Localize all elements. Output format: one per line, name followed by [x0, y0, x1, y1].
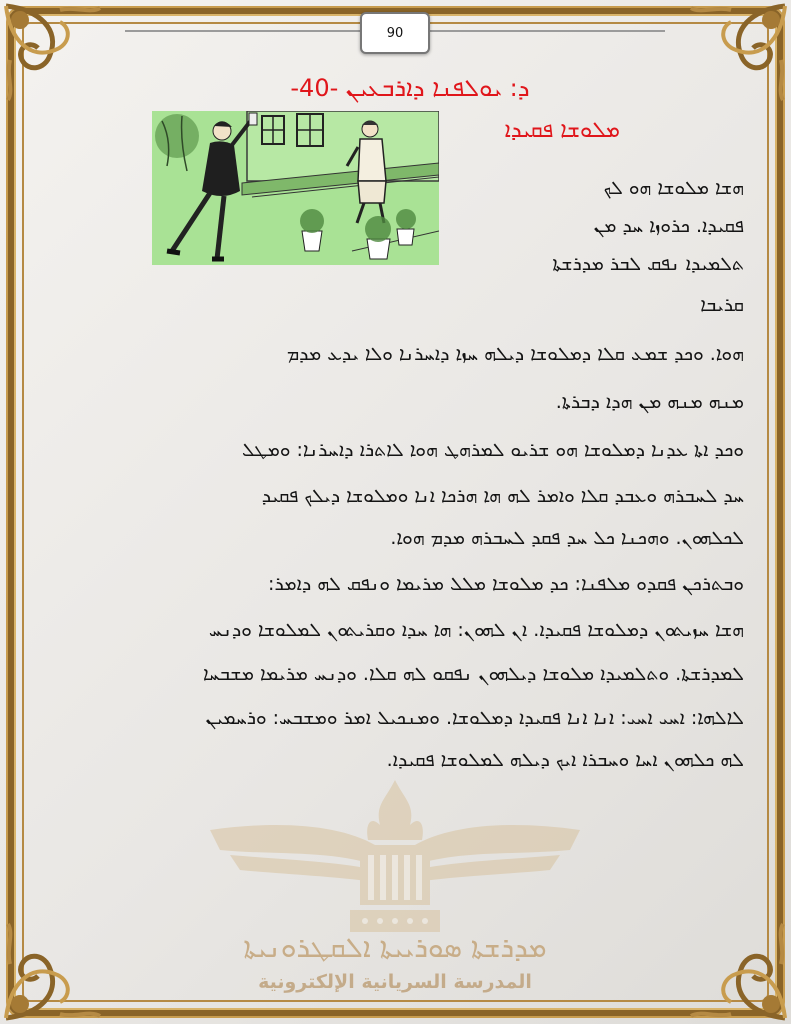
lesson-subtitle: ܡܠܘܫܐ ܦܩܝܕܐ — [504, 118, 620, 143]
paragraph-line: ܠܟܠܗܘܢ. ܘܗܟܢܐ ܟܠ ܚܕ ܦܩܕ ܠܚܒܪܗ ܡܕܡ ܗܘܐ. — [390, 527, 744, 549]
paragraph-line: ܚܕ ܠܚܒܪܗ ܘܥܒܕ ܩܠܐ ܘܐܡܪ ܠܗ ܗܐ ܗܪܟܐ ܐܢܐ ܘܡܠܘܫܐ ܕܝܠܟ ܦܩܝܕ — [261, 485, 744, 507]
paragraph-line: ܗܫܐ ܚܙܝܬܘܢ ܕܡܠܘܫܐ ܦܩܝܕܐ. ܐܢ ܠܗܘܢ: ܗܐ ܚܕܐ ܘܩܪܝܬܘܢ ܠܡܠܘܫܐ ܘܕܢܚ — [208, 619, 744, 641]
paragraph-line: ܘܟܕ ܐܬܐ ܥܕܢܐ ܕܡܠܘܫܐ ܗܘ ܫܪܝܘ ܠܡܪܗܛ ܗܘܐ ܠܐܬܪܐ ܕܐܚܪܢܐ: ܘܡܛܠ — [242, 439, 744, 461]
corner-ornament-icon — [671, 904, 791, 1024]
paragraph-line: ܠܗ ܟܠܗܘܢ ܐܚܐ ܘܚܒܪܐ ܐܝܟ ܕܝܠܗ ܠܡܠܘܫܐ ܦܩܝܕܐ. — [386, 749, 744, 771]
watermark-syriac-name: ܡܕܪܫܬܐ ܣܘܪܝܝܬܐ ܐܠܩܛܪܘܢܝܬܐ — [243, 931, 547, 964]
lesson-title: ܕ: ܝܘܠܦܢܐ ܕܐܪܒܥܝܢ -40- — [290, 74, 530, 102]
paragraph-line: ܡܢܗ ܡܢܗ ܡܢ ܗܕܐ ܕܒܪܬܐ. — [555, 391, 744, 413]
paragraph-line: ܬܠܡܝܕܐ ܢܦܩ ܠܒܪ ܡܕܪܫܬܐ — [552, 253, 744, 275]
paragraph-line: ܠܐܠܗܐ: ܐܚܝ ܐܚܝ: ܐܢܐ ܐܢܐ ܦܩܝܕܐ ܕܡܠܘܫܐ. ܘܡܢܟܝܠ ܐܡܪ ܘܡܫܒܚ: ܘܪܚܡܝܢ — [205, 707, 744, 729]
paragraph-line: ܦܩܝܕܐ. ܟܪܘܙܐ ܚܕ ܡܢ — [593, 215, 744, 237]
page-number: 90 — [360, 12, 430, 54]
paragraph-line: ܘܒܬܪܟܢ ܦܩܕܘ ܡܠܦܢܐ: ܟܕ ܡܠܘܫܐ ܡܠܠ ܡܪܝܡܐ ܘܢܦܩ ܠܗ ܕܐܡܪ: — [268, 573, 744, 595]
paragraph-line: ܩܪܝܒܐ — [700, 294, 744, 316]
paragraph-line: ܠܡܕܪܫܬܐ. ܘܬܠܡܝܕܐ ܡܠܘܫܐ ܕܝܠܗܘܢ ܢܦܩܘ ܠܗ ܩܠܐ. ܘܕܢܚ ܡܪܝܡܐ ܡܫܒܚܐ — [202, 663, 744, 685]
paragraph-line: ܗܘܐ. ܘܟܕ ܫܡܥ ܩܠܐ ܕܡܠܘܫܐ ܕܝܠܗ ܚܙܐ ܕܐܚܪܢܐ ܘܠܐ ܝܕܥ ܡܕܡ — [286, 343, 744, 365]
watermark-arabic-name: المدرسة السريانية الإلكترونية — [258, 971, 532, 993]
header-rule-left — [125, 30, 360, 32]
corner-ornament-icon — [0, 904, 120, 1024]
school-emblem-watermark-icon — [200, 770, 590, 940]
corner-ornament-icon — [671, 0, 791, 120]
header-rule-right — [430, 30, 665, 32]
corner-ornament-icon — [0, 0, 120, 120]
children-playing-illustration — [152, 111, 439, 265]
paragraph-line: ܗܫܐ ܡܠܘܫܐ ܗܘ ܠܟ — [603, 177, 744, 199]
